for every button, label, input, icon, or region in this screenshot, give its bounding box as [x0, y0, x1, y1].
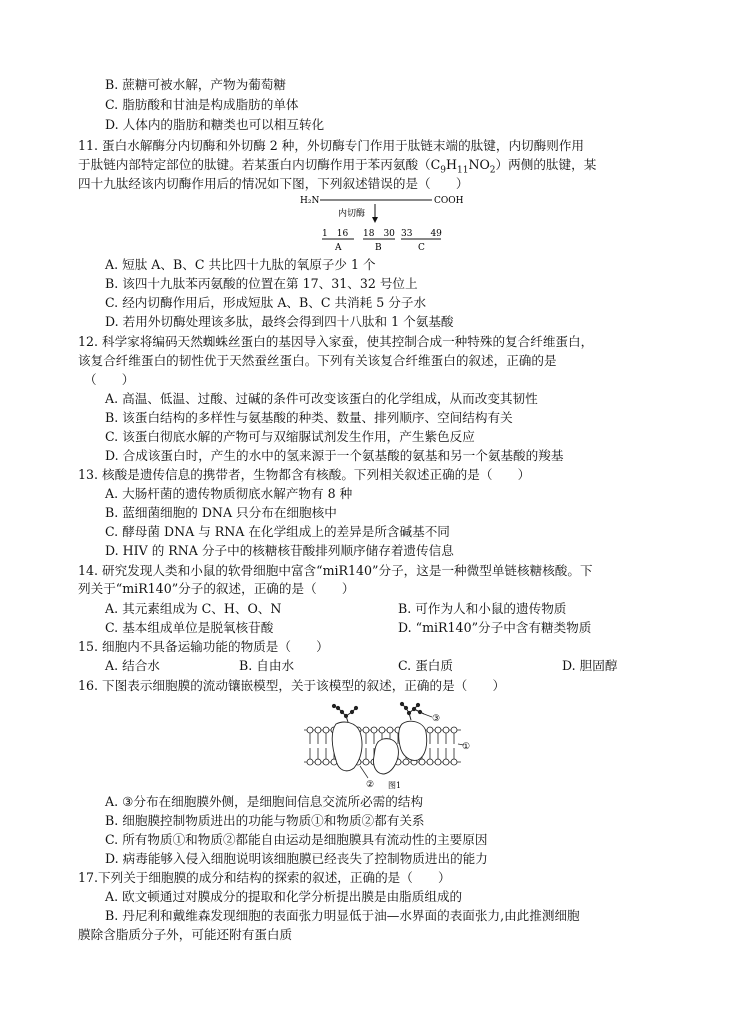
q13-option-a: A. 大肠杆菌的遗传物质彻底水解产物有 8 种 [105, 486, 353, 501]
membrane-protein-left [332, 722, 362, 771]
q16-option-a: A. ③分布在细胞膜外侧，是细胞间信息交流所必需的结构 [105, 794, 424, 809]
q16-stem-line1: 16. 下图表示细胞膜的流动镶嵌模型，关于该模型的叙述，正确的是（ ） [78, 678, 506, 693]
segment-b-range: 18 30 [363, 229, 395, 239]
pointer-line-2 [360, 766, 368, 778]
q11-stem-line3: 四十九肽经该内切酶作用后的情况如下图，下列叙述错误的是（ ） [78, 176, 469, 191]
q14-option-b: B. 可作为人和小鼠的遗传物质 [398, 601, 567, 616]
q15-option-b: B. 自由水 [239, 658, 295, 673]
q14-stem-line2: 列关于“miR140”分子的叙述，正确的是（ ） [78, 581, 355, 596]
q17-option-b-line2: 膜除含脂质分子外，可能还附有蛋白质 [78, 927, 293, 942]
segment-c-label: C [418, 243, 425, 253]
label-1: ① [462, 742, 471, 752]
q11-stem-line1: 11. 蛋白水解酶分内切酶和外切酶 2 种，外切酶专门作用于肽链末端的肽键，内切酶则作用 [78, 138, 585, 153]
q17-option-b-line1: B. 丹尼利和戴维森发现细胞的表面张力明显低于油—水界面的表面张力,由此推测细胞 [105, 908, 580, 923]
peptide-cleavage-diagram [300, 192, 470, 254]
segment-b-label: B [375, 243, 382, 253]
q11-option-d: D. 若用外切酶处理该多肽，最终会得到四十八肽和 1 个氨基酸 [105, 314, 454, 329]
q13-option-d: D. HIV 的 RNA 分子中的核糖核苷酸排列顺序储存着遗传信息 [105, 543, 454, 558]
label-3: ③ [432, 714, 441, 724]
segment-a-range: 1 16 [322, 229, 349, 239]
q17-option-a: A. 欧文顿通过对膜成分的提取和化学分析提出膜是由脂质组成的 [105, 889, 463, 904]
q11-option-a: A. 短肽 A、B、C 共比四十九肽的氧原子少 1 个 [105, 257, 376, 272]
q15-option-d: D. 胆固醇 [562, 658, 618, 673]
q12-option-b: B. 该蛋白结构的多样性与氨基酸的种类、数量、排列顺序、空间结构有关 [105, 410, 513, 425]
glycoprotein-chains [332, 702, 424, 722]
q16-option-c: C. 所有物质①和物质②都能自由运动是细胞膜具有流动性的主要原因 [105, 832, 488, 847]
q16-option-d: D. 病毒能够入侵入细胞说明该细胞膜已经丧失了控制物质进出的能力 [105, 851, 488, 866]
q14-option-a: A. 其元素组成为 C、H、O、N [105, 601, 282, 616]
segment-c-range: 33 49 [401, 229, 442, 239]
membrane-protein-right [399, 721, 427, 760]
q12-stem-line3: （ ） [84, 372, 135, 387]
q12-stem-line1: 12. 科学家将编码天然蜘蛛丝蛋白的基因导入家蚕，使其控制合成一种特殊的复合纤维蛋白， [78, 334, 594, 349]
cooh-label: COOH [434, 196, 464, 206]
enzyme-label: 内切酶 [338, 209, 366, 219]
q12-stem-line2: 该复合纤维蛋白的韧性优于天然蚕丝蛋白。下列有关该复合纤维蛋白的叙述，正确的是 [78, 353, 557, 368]
q12-option-c: C. 该蛋白彻底水解的产物可与双缩脲试剂发生作用，产生紫色反应 [105, 429, 475, 444]
q11-option-c: C. 经内切酶作用后，形成短肽 A、B、C 共消耗 5 分子水 [105, 295, 427, 310]
figure-caption: 图1 [388, 781, 402, 790]
q12-option-a: A. 高温、低温、过酸、过碱的条件可改变该蛋白的化学组成，从而改变其韧性 [105, 391, 538, 406]
membrane-protein-inner [373, 739, 398, 774]
q10-option-d: D. 人体内的脂肪和糖类也可以相互转化 [105, 117, 325, 132]
q14-option-d: D. “miR140”分子中含有糖类物质 [398, 620, 592, 635]
q17-stem-line1: 17.下列关于细胞膜的成分和结构的探索的叙述，正确的是（ ） [78, 870, 451, 885]
q14-stem-line1: 14. 研究发现人类和小鼠的软骨细胞中富含“miR140”分子，这是一种微型单链核糖核酸。下 [78, 563, 593, 578]
arrow-down-icon [372, 217, 378, 223]
q11-option-b: B. 该四十九肽苯丙氨酸的位置在第 17、31、32 号位上 [105, 276, 418, 291]
q16-option-b: B. 细胞膜控制物质进出的功能与物质①和物质②都有关系 [105, 813, 425, 828]
q11-stem-line2: 于肽链内部特定部位的肽键。若某蛋白内切酶作用于苯丙氨酸$(C_9H_{11}NO_2)$两侧的肽键，某 [78, 157, 597, 176]
q12-option-d: D. 合成该蛋白时，产生的水中的氢来源于一个氨基酸的氨基和另一个氨基酸的羧基 [105, 448, 564, 463]
q10-option-c: C. 脂肪酸和甘油是构成脂肪的单体 [105, 97, 299, 112]
q15-option-c: C. 蛋白质 [398, 658, 453, 673]
label-2: ② [366, 780, 375, 790]
pointer-line-3 [424, 714, 432, 717]
h2n-label: H₂N [300, 196, 320, 206]
q13-option-c: C. 酵母菌 DNA 与 RNA 在化学组成上的差异是所含碱基不同 [105, 524, 450, 539]
q13-option-b: B. 蓝细菌细胞的 DNA 只分布在细胞核中 [105, 505, 337, 520]
q14-option-c: C. 基本组成单位是脱氧核苷酸 [105, 620, 274, 635]
q15-stem-line1: 15. 细胞内不具备运输功能的物质是（ ） [78, 639, 329, 654]
q13-stem-line1: 13. 核酸是遗传信息的携带者，生物都含有核酸。下列相关叙述正确的是（ ） [78, 467, 531, 482]
fluid-mosaic-model-diagram [296, 700, 476, 792]
q10-option-b: B. 蔗糖可被水解，产物为葡萄糖 [105, 77, 286, 92]
segment-a-label: A [335, 243, 342, 253]
q15-option-a: A. 结合水 [105, 658, 160, 673]
